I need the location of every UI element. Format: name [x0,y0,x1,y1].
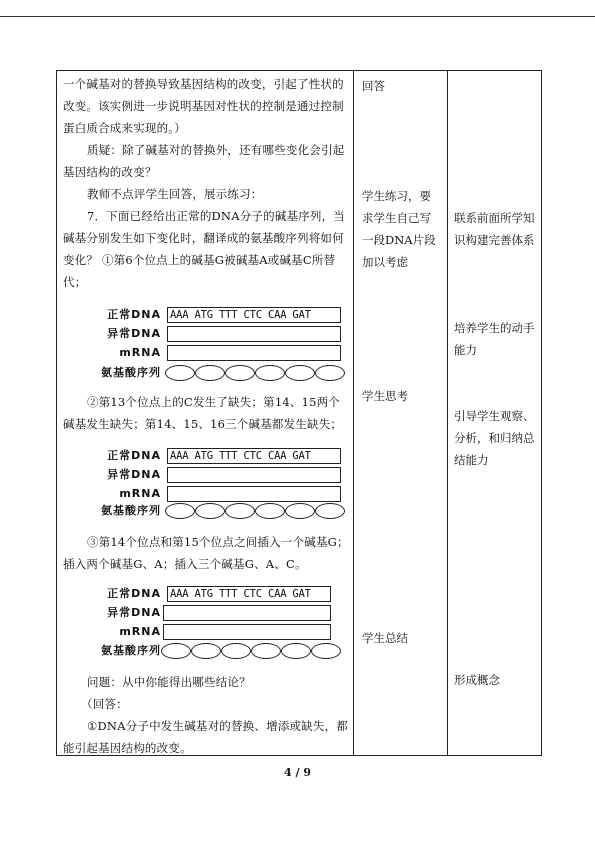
paragraph-exercise-7: 7．下面已经给出正常的DNA分子的碱基序列，当碱基分别发生如下变化时，翻译成的氨基酸序列将如何变化？ ①第6个位点上的碱基G被碱基A或碱基C所替代； [63,209,346,289]
abnormal-dna-box[interactable] [167,326,341,342]
paragraph-conclusion: 一个碱基对的替换导致基因结构的改变，引起了性状的改变。该实例进一步说明基因对性状的控制是通过控制蛋白质合成来实现的。） [63,77,344,135]
normal-dna-label: 正常DNA [107,449,161,462]
amino-acid-ellipse[interactable] [285,365,315,381]
student-summary: 学生总结 [362,631,408,645]
abnormal-dna-box[interactable] [163,605,331,621]
amino-acid-ellipse[interactable] [255,365,285,381]
paragraph-insertion: ③第14个位点和第15个位点之间插入一个碱基G；插入两个碱基G、A；插入三个碱基G、A、C。 [63,535,349,571]
amino-acid-ellipse[interactable] [161,643,191,659]
abnormal-dna-label: 异常DNA [107,468,161,481]
intent-observe-analyze: 引导学生观察、分析，和归纳总结能力 [454,409,535,467]
mrna-box[interactable] [167,486,341,502]
amino-acid-ellipse[interactable] [255,503,285,519]
amino-acid-ellipse[interactable] [285,503,315,519]
student-exercise: 学生练习，要求学生自己写一段DNA片段加以考虑 [362,189,436,269]
normal-dna-label: 正常DNA [107,308,161,321]
mrna-label: mRNA [119,625,161,638]
mrna-box[interactable] [167,345,341,361]
intent-hands-on: 培养学生的动手能力 [454,321,535,357]
amino-acid-ellipse[interactable] [191,643,221,659]
amino-acid-ellipse[interactable] [225,365,255,381]
student-activity-cell [354,71,448,756]
amino-acid-ellipse[interactable] [195,365,225,381]
header-rule [0,16,595,17]
amino-acid-label: 氨基酸序列 [101,644,161,657]
abnormal-dna-label: 异常DNA [107,606,161,619]
amino-acid-ellipse[interactable] [315,365,345,381]
design-intent-cell [448,71,542,756]
amino-acid-ellipse[interactable] [315,503,345,519]
mrna-box[interactable] [163,624,331,640]
amino-acid-ellipse[interactable] [221,643,251,659]
student-answer: 回答 [362,79,385,93]
teaching-process-cell [57,71,354,756]
normal-dna-label: 正常DNA [107,587,161,600]
amino-acid-ellipse[interactable] [165,503,195,519]
paragraph-teacher: 教师不点评学生回答，展示练习： [87,187,263,201]
amino-acid-ellipse[interactable] [311,643,341,659]
page-number: 4 / 9 [284,766,311,779]
student-think: 学生思考 [362,389,408,403]
mrna-label: mRNA [119,346,161,359]
normal-dna-sequence: AAA ATG TTT CTC CAA GAT [167,586,331,602]
abnormal-dna-box[interactable] [167,467,341,483]
intent-form-concept: 形成概念 [454,673,500,687]
normal-dna-sequence: AAA ATG TTT CTC CAA GAT [167,448,341,464]
amino-acid-ellipse[interactable] [165,365,195,381]
amino-acid-ellipse[interactable] [251,643,281,659]
paragraph-question: 质疑：除了碱基对的替换外，还有哪些变化会引起基因结构的改变？ [63,143,345,179]
intent-build-system: 联系前面所学知识构建完善体系 [454,211,535,247]
amino-acid-label: 氨基酸序列 [101,366,161,379]
abnormal-dna-label: 异常DNA [107,327,161,340]
paragraph-deletion: ②第13个位点上的C发生了缺失；第14、15两个碱基发生缺失；第14、15、16三个碱基都发生缺失； [63,395,343,431]
paragraph-conclusion-1: ①DNA分子中发生碱基对的替换、增添或缺失，都能引起基因结构的改变。 [63,719,348,755]
table-row [57,71,542,756]
amino-acid-label: 氨基酸序列 [101,504,161,517]
paragraph-problem: 问题：从中你能得出哪些结论？ [87,675,251,689]
amino-acid-ellipse[interactable] [225,503,255,519]
mrna-label: mRNA [119,487,161,500]
amino-acid-ellipse[interactable] [281,643,311,659]
normal-dna-sequence: AAA ATG TTT CTC CAA GAT [167,307,341,323]
lesson-table [56,70,542,756]
amino-acid-ellipse[interactable] [195,503,225,519]
paragraph-answer-open: （回答： [81,697,128,711]
